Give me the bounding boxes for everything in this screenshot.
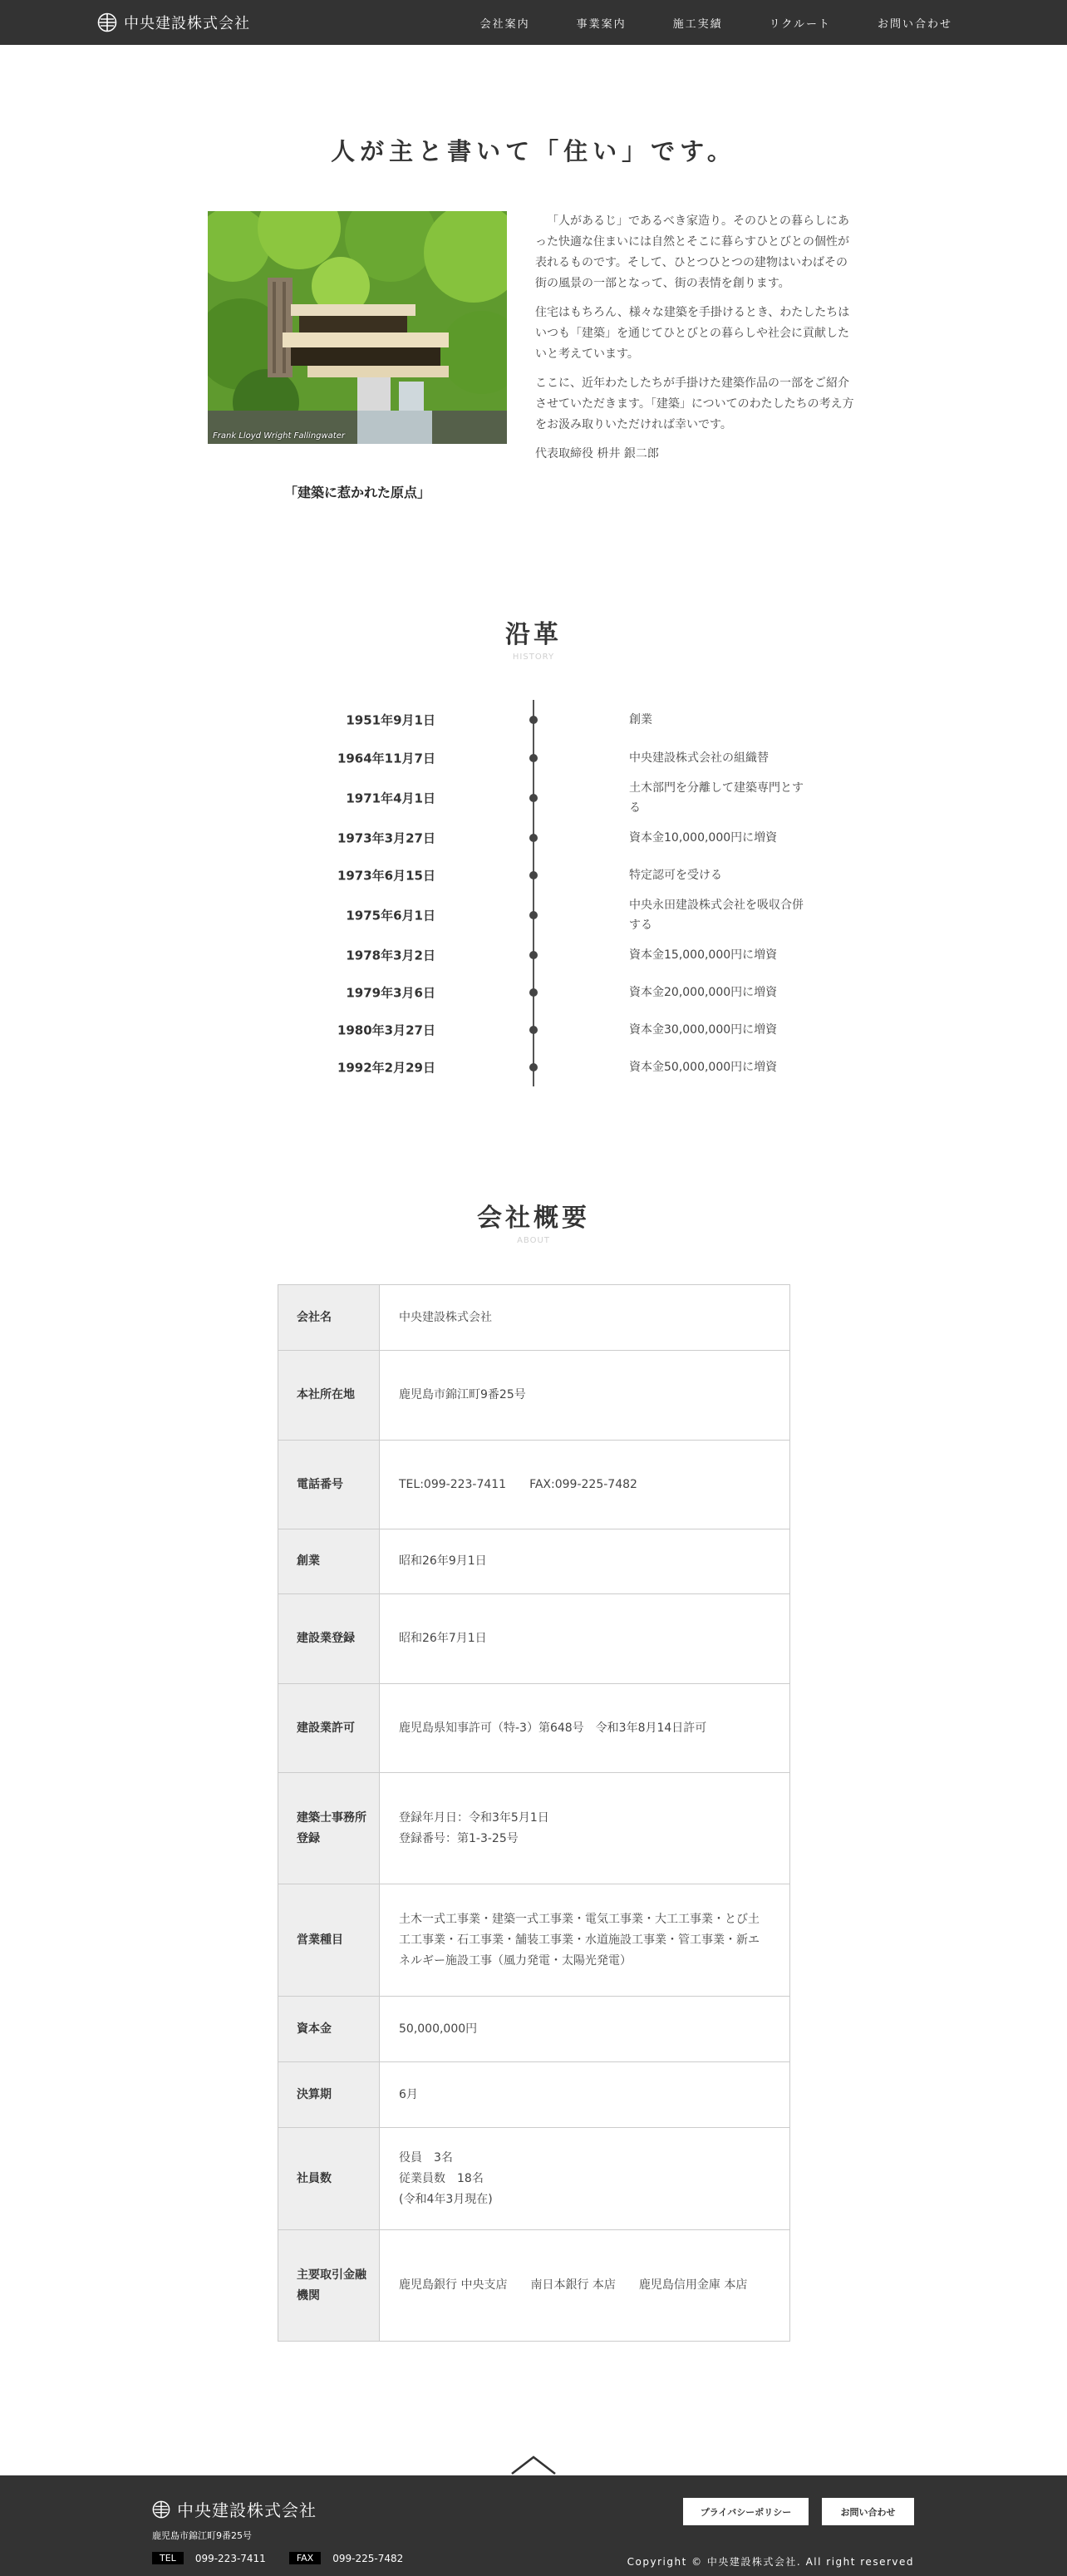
timeline-dot <box>529 871 538 879</box>
company-crest-icon <box>97 12 117 32</box>
site-header <box>0 0 1067 45</box>
photo-label: 「建築に惹かれた原点」 <box>283 485 430 500</box>
timeline-dot <box>529 988 538 997</box>
table-value: 土木一式工事業・建築一式工事業・電気工事業・大工工事業・とび土工工事業・石工事業・舗装工事業・水道施設工事業・管工事業・新エネルギー施設工事（風力発電・太陽光発電） <box>380 1884 790 1997</box>
timeline-event: 土木部門を分離して建築専門とする <box>629 781 804 815</box>
logo-text: 中央建設株式会社 <box>124 15 250 32</box>
table-value: 登録年月日：令和3年5月1日 登録番号：第1-3-25号 <box>380 1773 790 1884</box>
nav-contact[interactable]: お問い合わせ <box>877 17 952 31</box>
timeline-dot <box>529 716 538 724</box>
footer-tel[interactable]: 099-223-7411 <box>194 2552 266 2564</box>
company-crest-icon <box>152 2500 170 2519</box>
table-value: 鹿児島県知事許可（特-3）第648号 令和3年8月14日許可 <box>380 1684 790 1773</box>
main-nav <box>480 0 952 45</box>
table-label: 建設業登録 <box>278 1594 380 1684</box>
table-row <box>278 1773 790 1884</box>
table-row <box>278 1594 790 1684</box>
message-body <box>535 211 859 473</box>
timeline-dot <box>529 1026 538 1034</box>
tel-badge: TEL <box>152 2552 184 2564</box>
table-label: 資本金 <box>278 1997 380 2062</box>
table-value: 中央建設株式会社 <box>380 1285 790 1351</box>
table-label: 決算期 <box>278 2062 380 2128</box>
table-label: 社員数 <box>278 2128 380 2230</box>
timeline-dot <box>529 1063 538 1071</box>
footer-logo-text: 中央建設株式会社 <box>177 2500 317 2520</box>
timeline-date: 1973年3月27日 <box>337 830 435 846</box>
table-value: 役員 3名 従業員数 18名 (令和4年3月現在) <box>380 2128 790 2230</box>
table-label: 創業 <box>278 1529 380 1594</box>
timeline-event: 資本金50,000,000円に増資 <box>629 1061 778 1074</box>
table-label: 営業種目 <box>278 1884 380 1997</box>
history-title: 沿革 <box>505 620 562 649</box>
message-paragraph: 住宅はもちろん、様々な建築を手掛けるとき、わたしたちはいつも「建築」を通じてひとびとの暮らしや社会に貢献したいと考えています。 <box>535 306 850 361</box>
timeline-dot <box>529 794 538 802</box>
table-label: 本社所在地 <box>278 1351 380 1441</box>
copyright: Copyright © 中央建設株式会社. All right reserved <box>627 2556 914 2568</box>
table-value: 鹿児島銀行 中央支店 南日本銀行 本店 鹿児島信用金庫 本店 <box>380 2230 790 2342</box>
timeline-date: 1980年3月27日 <box>337 1022 435 1038</box>
message-title: 人が主と書いて「住い」です。 <box>331 137 736 165</box>
timeline-event: 中央建設株式会社の組織替 <box>629 751 769 765</box>
history-subtitle: HISTORY <box>512 653 555 662</box>
table-value: 鹿児島市錦江町9番25号 <box>380 1351 790 1441</box>
timeline-dot <box>529 951 538 959</box>
table-label: 会社名 <box>278 1285 380 1351</box>
photo-caption: Frank Lloyd Wright Fallingwater <box>213 431 345 441</box>
table-value: TEL:099-223-7411 FAX:099-225-7482 <box>380 1441 790 1529</box>
nav-recruit[interactable]: リクルート <box>769 17 831 31</box>
table-label: 建設業許可 <box>278 1684 380 1773</box>
timeline-date: 1975年6月1日 <box>346 908 435 924</box>
timeline-date: 1979年3月6日 <box>346 985 435 1001</box>
timeline-date: 1978年3月2日 <box>346 948 435 963</box>
timeline-event: 中央永田建設株式会社を吸収合併する <box>629 899 804 932</box>
table-row <box>278 1884 790 1997</box>
timeline-event: 創業 <box>629 713 652 727</box>
timeline-event: 資本金20,000,000円に増資 <box>629 986 778 999</box>
table-value: 6月 <box>380 2062 790 2128</box>
footer-address: 鹿児島市錦江町9番25号 <box>152 2530 252 2541</box>
table-row <box>278 1529 790 1594</box>
table-label: 建築士事務所登録 <box>278 1773 380 1884</box>
timeline-date: 1971年4月1日 <box>346 791 435 806</box>
table-row <box>278 1441 790 1529</box>
privacy-policy-button[interactable]: プライバシーポリシー <box>683 2498 809 2525</box>
about-subtitle: ABOUT <box>517 1236 550 1245</box>
timeline-date: 1951年9月1日 <box>346 712 435 728</box>
page-top-chevron-icon[interactable] <box>510 2454 557 2475</box>
message-paragraph: 「人があるじ」であるべき家造り。そのひとの暮らしにあった快適な住まいには自然とそこに暮らすひとびとの個性が表れるものです。そして、ひとつひとつの建物はいわばその街の風景の一部となって、街の表情を創ります。 <box>535 214 849 290</box>
table-value: 昭和26年9月1日 <box>380 1529 790 1594</box>
table-value: 昭和26年7月1日 <box>380 1594 790 1684</box>
fallingwater-photo <box>208 211 507 444</box>
nav-company[interactable]: 会社案内 <box>479 17 530 31</box>
table-value: 50,000,000円 <box>380 1997 790 2062</box>
message-signature: 代表取締役 枡井 銀二郎 <box>535 447 659 461</box>
timeline-event: 資本金15,000,000円に増資 <box>629 948 778 962</box>
table-row <box>278 2230 790 2342</box>
message-paragraph: ここに、近年わたしたちが手掛けた建築作品の一部をご紹介させていただきます。「建築」についてのわたしたちの考え方をお汲み取りいただければ幸いです。 <box>535 377 854 431</box>
about-title: 会社概要 <box>477 1204 590 1233</box>
table-row <box>278 1351 790 1441</box>
company-info-table <box>278 1284 790 2342</box>
table-row <box>278 1997 790 2062</box>
table-label: 主要取引金融機関 <box>278 2230 380 2342</box>
table-row <box>278 2062 790 2128</box>
footer-contact <box>152 2552 426 2564</box>
timeline-dot <box>529 911 538 919</box>
footer-fax: 099-225-7482 <box>332 2552 404 2564</box>
table-label: 電話番号 <box>278 1441 380 1529</box>
site-footer <box>0 2475 1067 2576</box>
fax-badge: FAX <box>289 2552 321 2564</box>
timeline-event: 資本金30,000,000円に増資 <box>629 1023 778 1037</box>
footer-logo[interactable] <box>152 2497 317 2521</box>
timeline-event: 特定認可を受ける <box>629 869 722 882</box>
timeline-dot <box>529 754 538 762</box>
timeline-event: 資本金10,000,000円に増資 <box>629 831 778 845</box>
table-row <box>278 1684 790 1773</box>
timeline-dot <box>529 834 538 842</box>
table-row <box>278 2128 790 2230</box>
table-row <box>278 1285 790 1351</box>
contact-button[interactable]: お問い合わせ <box>822 2498 914 2525</box>
site-logo[interactable] <box>97 12 250 33</box>
timeline-date: 1973年6月15日 <box>337 868 435 884</box>
nav-business[interactable]: 事業案内 <box>576 17 627 31</box>
timeline-date: 1964年11月7日 <box>337 751 435 766</box>
nav-works[interactable]: 施工実績 <box>672 17 723 31</box>
timeline-date: 1992年2月29日 <box>337 1060 435 1076</box>
